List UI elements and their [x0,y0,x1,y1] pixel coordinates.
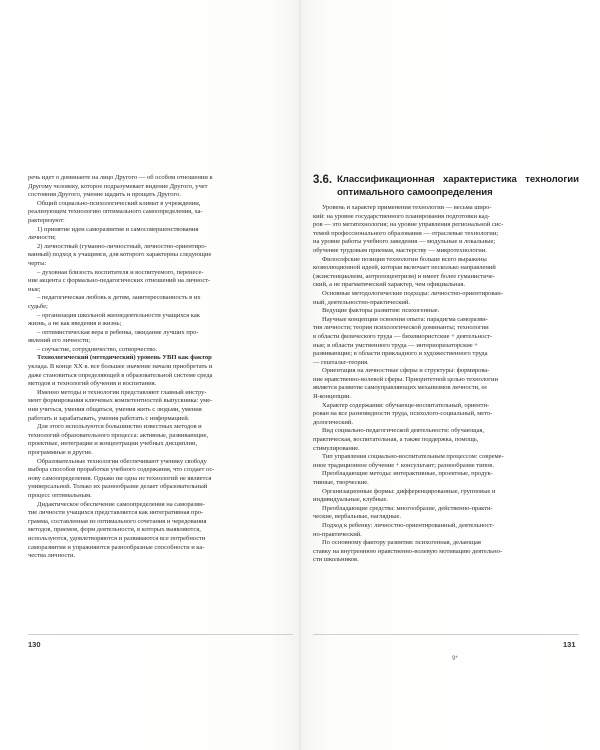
text-line: методов, приемов, форм деятельности, в которых выявляются, [28,526,201,534]
text-line: ров — это метатехнология; на уровне управления региональной сис- [313,221,504,229]
text-line: – соучастие, сотрудничество, сотворчество. [37,345,158,353]
right-page-body [313,174,579,565]
text-line: черты: [28,259,47,267]
text-line: Научные концепции освоения опыта: парадигма саморазви- [322,315,488,323]
text-line: Подход к ребенку: личностно-ориентированный, деятельност- [322,521,495,529]
text-line: Общий социально-психологический климат в учреждении, [37,199,201,207]
text-line: – оптимистическая вера в ребенка, ожидание лучших про- [37,328,199,336]
text-line: Преобладающие средства: многообразие, действенно-практи- [322,504,493,512]
text-line: развивающие; в области прикладного и художественного труда [313,350,488,358]
text-line: нову самоопределения. Однако ни одна из технологий не является [28,474,212,482]
text-line: чества личности. [28,552,76,560]
text-line: – педагогическая любовь к детям, заинтересованность в их [37,294,201,302]
text-line: грамма, составленная из оптимального сочетания и чередования [28,517,207,525]
text-line: состояния Другого, умение щадить и прощать Другого. [28,191,181,199]
text-line: ные; в области умственного труда — интериоризаторские + [313,341,478,349]
text-line: ние нравственно-волевой сферы. Приоритетной целью технологии [313,375,498,383]
text-line: личности; [28,234,56,242]
text-line: Характер содержания: обучающе-воспитательный, ориенти- [322,401,490,409]
text-line: тие личности учащихся представляется как интегративная про- [28,509,204,517]
text-line: ский, а не прагматический характер, чем официальная. [313,281,465,289]
text-line: тивные, творческие. [313,479,369,486]
text-line: (экзистенциализм, антропоцентризм) и имеет более гуманистиче- [313,272,495,280]
text-line: реализующем технологию оптимального самоопределения, ха- [28,208,203,216]
text-line: саморазвития и упражняются разнообразные способности и ка- [28,543,205,551]
text-line: — гештальт-теория. [313,358,369,366]
text-line: ческие, вербальные, наглядные. [313,513,401,521]
text-line: рактеризуют: [28,216,65,224]
left-page-body [28,174,293,561]
text-line: 2) личностный (гуманно-личностный, личностно-ориентиро- [37,242,207,250]
text-line: Дидактическое обеспечение самоопределения на саморазви- [37,500,205,508]
printer-signature-mark: 9* [452,656,458,662]
right-page-number: 131 [563,640,576,649]
text-line: тия личности; теория психологической доминанты; технологии [313,324,489,332]
text-line: – организация школьной жизнедеятельности учащихся как [37,311,200,319]
text-line: Уровень и характер применения технологии — весьма широ- [322,204,492,211]
text-line: жизнь, а не как введения в жизнь; [28,320,122,328]
text-line: нное традиционное обучение + консультант; разнообразие типов. [313,461,494,469]
text-line: Преобладающие методы: интерактивные, проектные, продук- [322,470,493,478]
text-line: проектные, интеграции и концентрации учебных дисциплин, [28,440,198,448]
text-line: Именно методы и технологии представляют главный инстру- [37,388,207,396]
text-line: в области физического труда — бихевиористские + деятельност- [313,332,493,340]
text-line: обучение трудовым приемам, мастерству — микротехнологии. [313,246,487,254]
text-line: 1) принятие идеи саморазвития и самосовершенствования [37,225,199,233]
text-line: но-практический. [313,530,362,538]
text-line: ния учиться, умения общаться, умения жить с людьми, умения [28,406,202,414]
section-title: Классификационная характеристика технологии оптимального самоопределения [337,174,579,198]
text-line: Философские позиции технологии больше всего выражены [322,255,487,263]
text-line: Технологический (методический) уровень УВП как фактор [37,354,212,362]
text-line: судьбе; [28,302,48,310]
text-line: ные; [28,285,41,293]
text-line: – духовная близость воспитателя и воспитуемого, перенесе- [37,268,204,276]
text-line: методов и технологий обучения и воспитания. [28,380,157,388]
text-line: явлений его личности; [28,337,91,345]
text-line: темой профессионального образования — отраслевые технологии; [313,229,499,237]
text-line: ный, деятельностно-практический. [313,298,410,306]
text-line: Организационные формы: дифференцированные, групповые и [322,487,496,495]
text-line: речь идет о доминанте на лицо Другого — об особом отношении к [28,174,213,181]
text-line: работать и зарабатывать, умения работать с информацией. [28,414,190,422]
text-line: дологический. [313,418,353,426]
text-line: Вид социально-педагогической деятельности: обучающая, [322,427,485,435]
text-line: ние акцента с формально-педагогических отношений на личност- [28,277,211,285]
text-line: Образовательные технологии обеспечивают ученику свободу [37,457,207,465]
text-line: рован на все разновидности труда, психолого-социальный, мето- [313,410,493,418]
text-line: выбора способов проработки учебного содержания, что создает ос- [28,466,215,474]
right-page-text [313,204,579,565]
text-line: По основному фактору развития: психогенная, делающая [322,539,481,547]
text-line: Я-концепции. [313,393,351,401]
text-line: мент формирования ключевых компетентностей выпускника: уме- [28,397,213,405]
section-number: 3.6. [313,174,332,186]
text-line: стимулирование. [313,444,360,452]
left-page-number: 130 [28,640,41,649]
text-line: программные и другие. [28,449,93,456]
section-heading [313,174,579,199]
text-line: сти школьников. [313,556,359,564]
text-line: практическая, воспитательная, а также поддержка, помощь, [313,436,479,444]
text-line: коэволюционной идеей, которая включает несколько направлений [313,264,496,272]
text-line: Ведущие факторы развития: психогенные. [322,307,440,315]
text-line: уклада. В конце XX в. все большее значение начали приобретать и [28,363,213,371]
text-line: Другому человеку, которое подразумевает видение Другого, учет [28,182,208,190]
text-line: кий: на уровне государственного планирования подготовки кад- [313,212,490,220]
text-line: используются, удовлетворяются и развиваются все потребности [28,534,206,542]
right-footer-rule [313,634,579,635]
text-line: индивидуальные, клубные. [313,496,389,504]
text-line: на уровне работы учебного заведения — модульные и локальные; [313,238,496,246]
text-line: Тип управления социально-воспитательным процессом: совреме- [322,453,504,461]
text-line: Для этого используются большинство известных методов и [37,423,202,431]
text-line: является развитие самоуправляющих механизмов личности, ее [313,384,488,392]
left-footer-rule [28,634,293,635]
text-line: процесс оптимальным. [28,491,92,499]
text-line: ставку на внутреннюю нравственно-волевую мотивацию деятельно- [313,547,502,555]
text-line: ванный) подход к учащимся, для которого характерны следующие [28,251,212,259]
text-line: технологий образовательного процесса: активные, развивающие, [28,431,209,439]
text-line: Ориентация на личностные сферы и структуры: формирова- [322,367,490,375]
text-line: Основные методологические подходы: личностно-ориентирован- [322,289,503,297]
text-line: универсальной. Только их разнообразие делает образовательный [28,483,208,491]
text-line: даже становиться определяющей в образовательной системе среда [28,371,213,379]
